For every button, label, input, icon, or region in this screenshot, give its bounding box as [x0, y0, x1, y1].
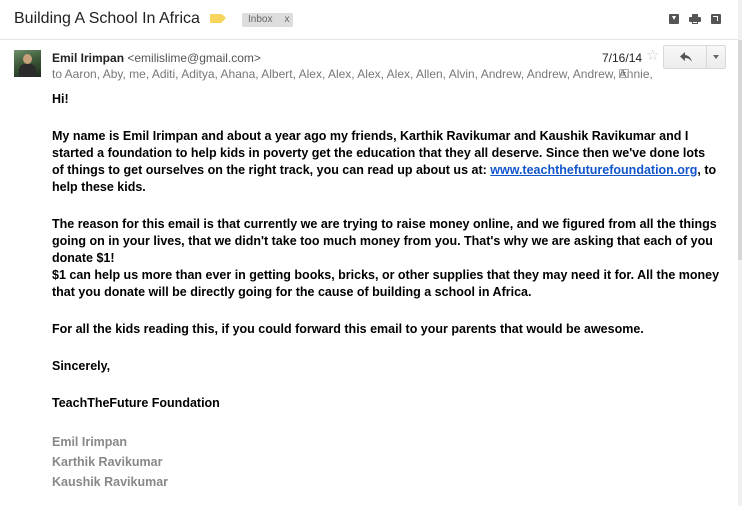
sender-email: <emilislime@gmail.com>: [127, 51, 261, 65]
print-icon[interactable]: [689, 13, 701, 25]
sender-line: [52, 51, 261, 65]
email-subject: Building A School In Africa: [14, 10, 200, 27]
paragraph-kids: For all the kids reading this, if you could forward this email to your parents that would be awesome.: [52, 322, 644, 336]
paragraph-reason: The reason for this email is that currently we are trying to raise money online, and we figured from all the things going on in your lives, that we didn't take too much money from you. That's why we are asking that each of you donate $1!: [52, 217, 717, 265]
star-icon[interactable]: ☆: [646, 47, 660, 64]
signer-3: Kaushik Ravikumar: [52, 475, 169, 489]
signer-2: Karthik Ravikumar: [52, 455, 163, 469]
message-body: [52, 91, 720, 492]
show-details-icon[interactable]: [619, 69, 629, 78]
message-date: 7/16/14: [602, 51, 643, 65]
foundation-link[interactable]: www.teachthefuturefoundation.org: [490, 163, 698, 177]
scrollbar[interactable]: [738, 0, 742, 506]
download-icon[interactable]: [668, 13, 680, 25]
inbox-label-text: Inbox: [248, 14, 273, 25]
more-actions-button[interactable]: [706, 45, 726, 69]
sender-avatar[interactable]: [14, 50, 41, 77]
remove-label-button[interactable]: x: [284, 14, 290, 25]
inbox-label-chip[interactable]: [242, 13, 293, 27]
closing: Sincerely,: [52, 359, 111, 373]
new-window-icon[interactable]: [710, 13, 722, 25]
signer-1: Emil Irimpan: [52, 435, 128, 449]
label-tag-icon[interactable]: [210, 14, 222, 23]
organization-name: TeachTheFuture Foundation: [52, 396, 220, 410]
reply-icon: [680, 52, 692, 62]
greeting: Hi!: [52, 92, 69, 106]
sender-name[interactable]: Emil Irimpan: [52, 51, 125, 65]
reply-button[interactable]: [663, 45, 706, 69]
paragraph-donation: $1 can help us more than ever in getting books, bricks, or other supplies that they may need it for. All the money that you donate will be directly going for the cause of building a school in Africa.: [52, 268, 720, 299]
scrollbar-thumb[interactable]: [738, 40, 742, 260]
thread-actions: [668, 13, 722, 25]
thread-header: [0, 0, 742, 40]
recipients-list: to Aaron, Aby, me, Aditi, Aditya, Ahana, Albert, Alex, Alex, Alex, Alex, Allen, Alvin, Andrew, Andrew, Andrew, Annie,: [52, 67, 653, 81]
paragraph-intro: My name is Emil Irimpan and about a year ago my friends, Karthik Ravikumar and Kaushik Ravikumar and I started a foundation to help kids in poverty get the education that they all deserve. Since then we've done lots of things to get ourselves on the right track, you can read up about us at: www.teachthefuturefoundation.org, to help these kids.: [52, 129, 717, 194]
